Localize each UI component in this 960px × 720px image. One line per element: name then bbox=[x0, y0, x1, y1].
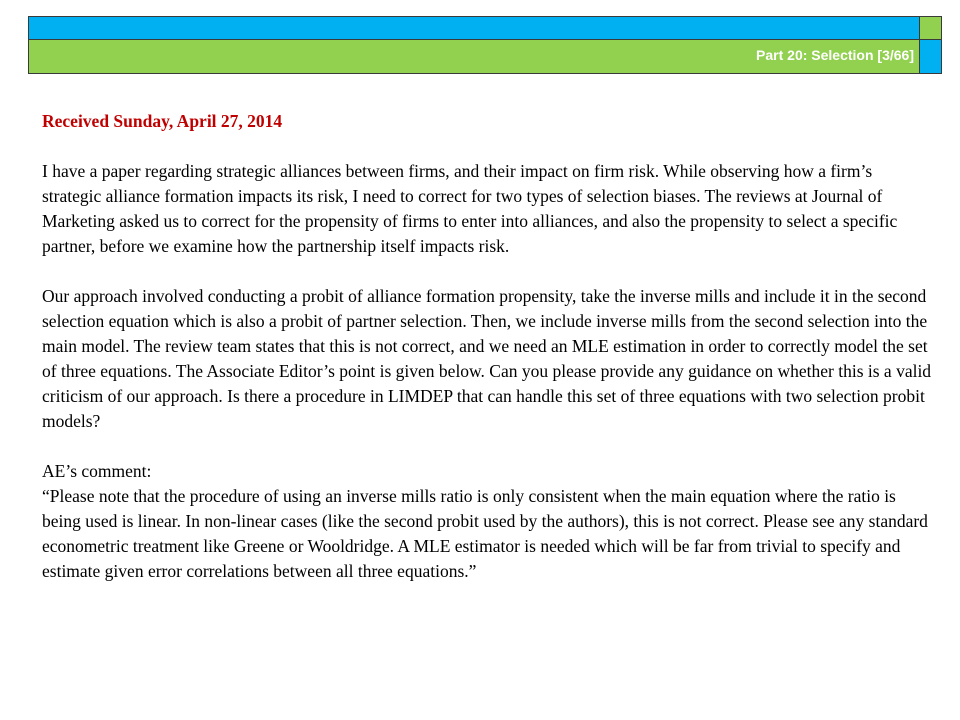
paragraph-approach: Our approach involved conducting a probit of alliance formation propensity, take the inverse mills and include it in the second selection equation which is also a probit of partner selection. Then, we include inverse mills from the second selection into the main model. The review team states that this is not correct, and we need an MLE estimation in order to correctly model the set of three equations. The Associate Editor’s point is given below. Can you please provide any guidance on whether this is a valid criticism of our approach. Is there a procedure in LIMDEP that can handle this set of three equations with two selection probit models? bbox=[42, 286, 932, 431]
ae-comment-quote: “Please note that the procedure of using an inverse mills ratio is only consistent when the main equation where the ratio is being used is linear. In non-linear cases (like the second probit used by the authors), this is not correct. Please see any standard econometric treatment like Greene or Wooldridge. A MLE estimator is needed which will be far from trivial to specify and estimate given error correlations between all three equations.” bbox=[42, 486, 928, 581]
spacer bbox=[42, 134, 932, 159]
slide-title: Part 20: Selection [3/66] bbox=[756, 47, 914, 63]
received-date: Received Sunday, April 27, 2014 bbox=[42, 111, 283, 131]
slide-content bbox=[42, 109, 932, 584]
ae-comment-heading: AE’s comment: bbox=[42, 461, 152, 481]
header-bar-main-accent bbox=[919, 39, 942, 74]
spacer bbox=[42, 434, 932, 459]
header-bar-top bbox=[28, 16, 920, 40]
spacer bbox=[42, 259, 932, 284]
paragraph-intro: I have a paper regarding strategic alliances between firms, and their impact on firm risk. While observing how a firm’s strategic alliance formation impacts its risk, I need to correct for two types of selection biases. The reviews at Journal of Marketing asked us to correct for the propensity of firms to enter into alliances, and also the propensity to select a specific partner, before we examine how the partnership itself impacts risk. bbox=[42, 161, 898, 256]
header-bar-top-accent bbox=[919, 16, 942, 40]
